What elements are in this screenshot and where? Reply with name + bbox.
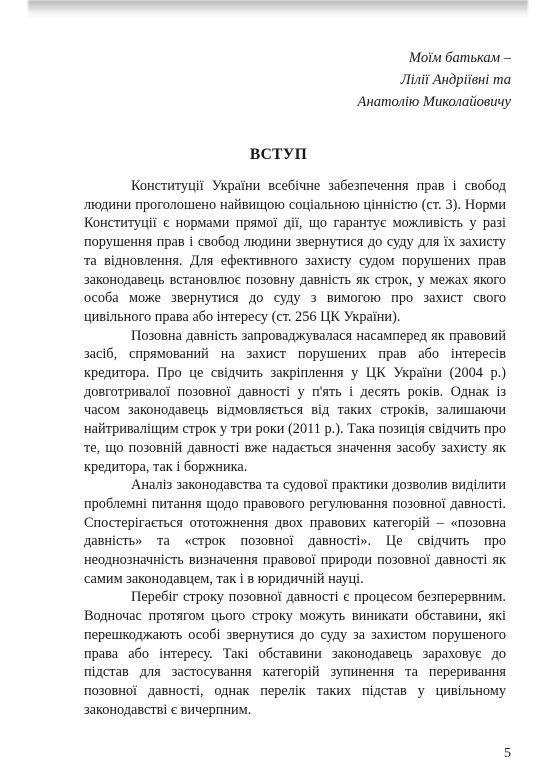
paragraph: Конституції України всебічне забезпечення прав і свобод людини проголошено найвищою соціальною цінністю (ст. 3). Норми Конституції є нормами прямої дії, що гарантує можливість у разі порушення прав і свобод людини звернутися до суду для їх захисту та відновлення. Для ефективного захисту судом порушених прав законодавець встановлює позовну давність як строк, у межах якого особа може звернутися до суду з вимогою про захист свого цивільного права або інтересу (ст. 256 ЦК України). [84, 178, 506, 325]
dedication-line: Моїм батькам – [408, 50, 511, 66]
paragraph: Позовна давність запроваджувалася насамперед як правовий засіб, спрямований на захист порушених прав або інтересів кредитора. Про це свідчить закріплення у ЦК України (2004 р.) довготривалої позовної давності у п'ять і десять років. Однак із часом законодавець відмовляється від таких строків, залишаючи найтриваліщим строк у три роки (2011 р.). Така позиція свідчить про те, що позовній давності вже надається значення засобу захисту як кредитора, так і боржника. [84, 327, 506, 475]
paragraph: Аналіз законодавства та судової практики дозволив виділити проблемні питання щодо правового регулювання позовної давності. Спостерігається ототожнення двох правових категорій – «позовна давність» та «строк позовної давності». Це свідчить про неоднозначність визначення правової природи позовної давності як самим законодавцем, так і в юридичній науці. [84, 477, 506, 587]
dedication-line: Лілії Андріївні та [400, 72, 511, 88]
dedication [211, 47, 511, 113]
body-text [84, 177, 506, 719]
section-heading: ВСТУП [249, 146, 308, 163]
scan-edge-shadow [28, 0, 528, 20]
page-number: 5 [504, 746, 511, 761]
paragraph: Перебіг строку позовної давності є процесом безперервним. Водночас протягом цього строку можуть виникати обставини, які перешкоджають особі звернутися до суду за захистом порушеного права або інтересу. Такі обставини законодавець зараховує до підстав для застосування категорій зупинення та переривання позовної давності, однак перелік таких підстав у цивільному законодавстві є вичерпним. [84, 589, 506, 718]
dedication-line: Анатолію Миколайовичу [357, 94, 511, 110]
